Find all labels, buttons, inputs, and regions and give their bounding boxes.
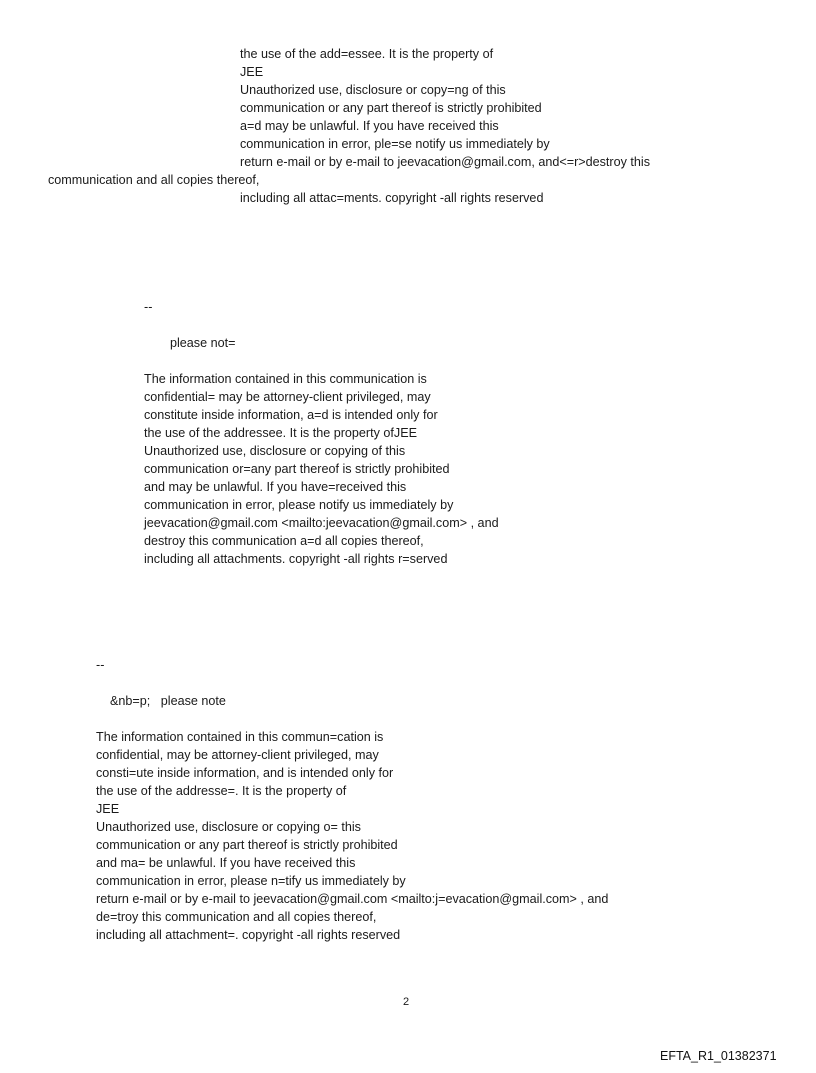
- disclaimer-line: JEE: [240, 65, 264, 79]
- disclaimer-line: jeevacation@gmail.com <mailto:jeevacation@gmail.com> , and: [144, 516, 499, 530]
- disclaimer-line: constitute inside information, a=d is intended only for: [144, 408, 438, 422]
- disclaimer-line: the use of the addresse=. It is the property of: [96, 784, 347, 798]
- disclaimer-line: including all attachment=. copyright -all rights reserved: [96, 928, 401, 942]
- page-number: 2: [403, 996, 410, 1008]
- disclaimer-line: the use of the addressee. It is the property ofJEE: [144, 426, 418, 440]
- disclaimer-line: communication in error, please notify us immediately by: [144, 498, 454, 512]
- notice-heading: please not=: [170, 336, 236, 350]
- disclaimer-line: the use of the add=essee. It is the property of: [240, 47, 494, 61]
- disclaimer-line: JEE: [96, 802, 120, 816]
- notice-heading: &nb=p; please note: [110, 694, 226, 708]
- disclaimer-line: including all attac=ments. copyright -all rights reserved: [240, 191, 544, 205]
- disclaimer-line: communication in error, ple=se notify us immediately by: [240, 137, 550, 151]
- disclaimer-line: destroy this communication a=d all copies thereof,: [144, 534, 424, 548]
- disclaimer-line: The information contained in this commun=cation is: [96, 730, 384, 744]
- disclaimer-line: communication or=any part thereof is strictly prohibited: [144, 462, 450, 476]
- disclaimer-line: consti=ute inside information, and is intended only for: [96, 766, 394, 780]
- disclaimer-line: and ma= be unlawful. If you have received this: [96, 856, 356, 870]
- disclaimer-line: a=d may be unlawful. If you have received this: [240, 119, 499, 133]
- disclaimer-line: Unauthorized use, disclosure or copying o= this: [96, 820, 361, 834]
- disclaimer-line: confidential= may be attorney-client privileged, may: [144, 390, 431, 404]
- disclaimer-line: communication or any part thereof is strictly prohibited: [240, 101, 542, 115]
- disclaimer-line: return e-mail or by e-mail to jeevacation@gmail.com, and<=r>destroy this: [240, 155, 651, 169]
- disclaimer-line: de=troy this communication and all copies thereof,: [96, 910, 377, 924]
- disclaimer-line: Unauthorized use, disclosure or copy=ng of this: [240, 83, 506, 97]
- separator: --: [144, 300, 153, 314]
- disclaimer-line: The information contained in this communication is: [144, 372, 427, 386]
- disclaimer-line: communication and all copies thereof,: [48, 173, 260, 187]
- separator: --: [96, 658, 105, 672]
- disclaimer-line: return e-mail or by e-mail to jeevacation@gmail.com <mailto:j=evacation@gmail.com> , and: [96, 892, 609, 906]
- disclaimer-line: confidential, may be attorney-client privileged, may: [96, 748, 379, 762]
- disclaimer-line: communication or any part thereof is strictly prohibited: [96, 838, 398, 852]
- disclaimer-line: communication in error, please n=tify us immediately by: [96, 874, 406, 888]
- disclaimer-line: Unauthorized use, disclosure or copying of this: [144, 444, 406, 458]
- disclaimer-line: including all attachments. copyright -all rights r=served: [144, 552, 448, 566]
- disclaimer-line: and may be unlawful. If you have=received this: [144, 480, 407, 494]
- document-id: EFTA_R1_01382371: [660, 1049, 777, 1063]
